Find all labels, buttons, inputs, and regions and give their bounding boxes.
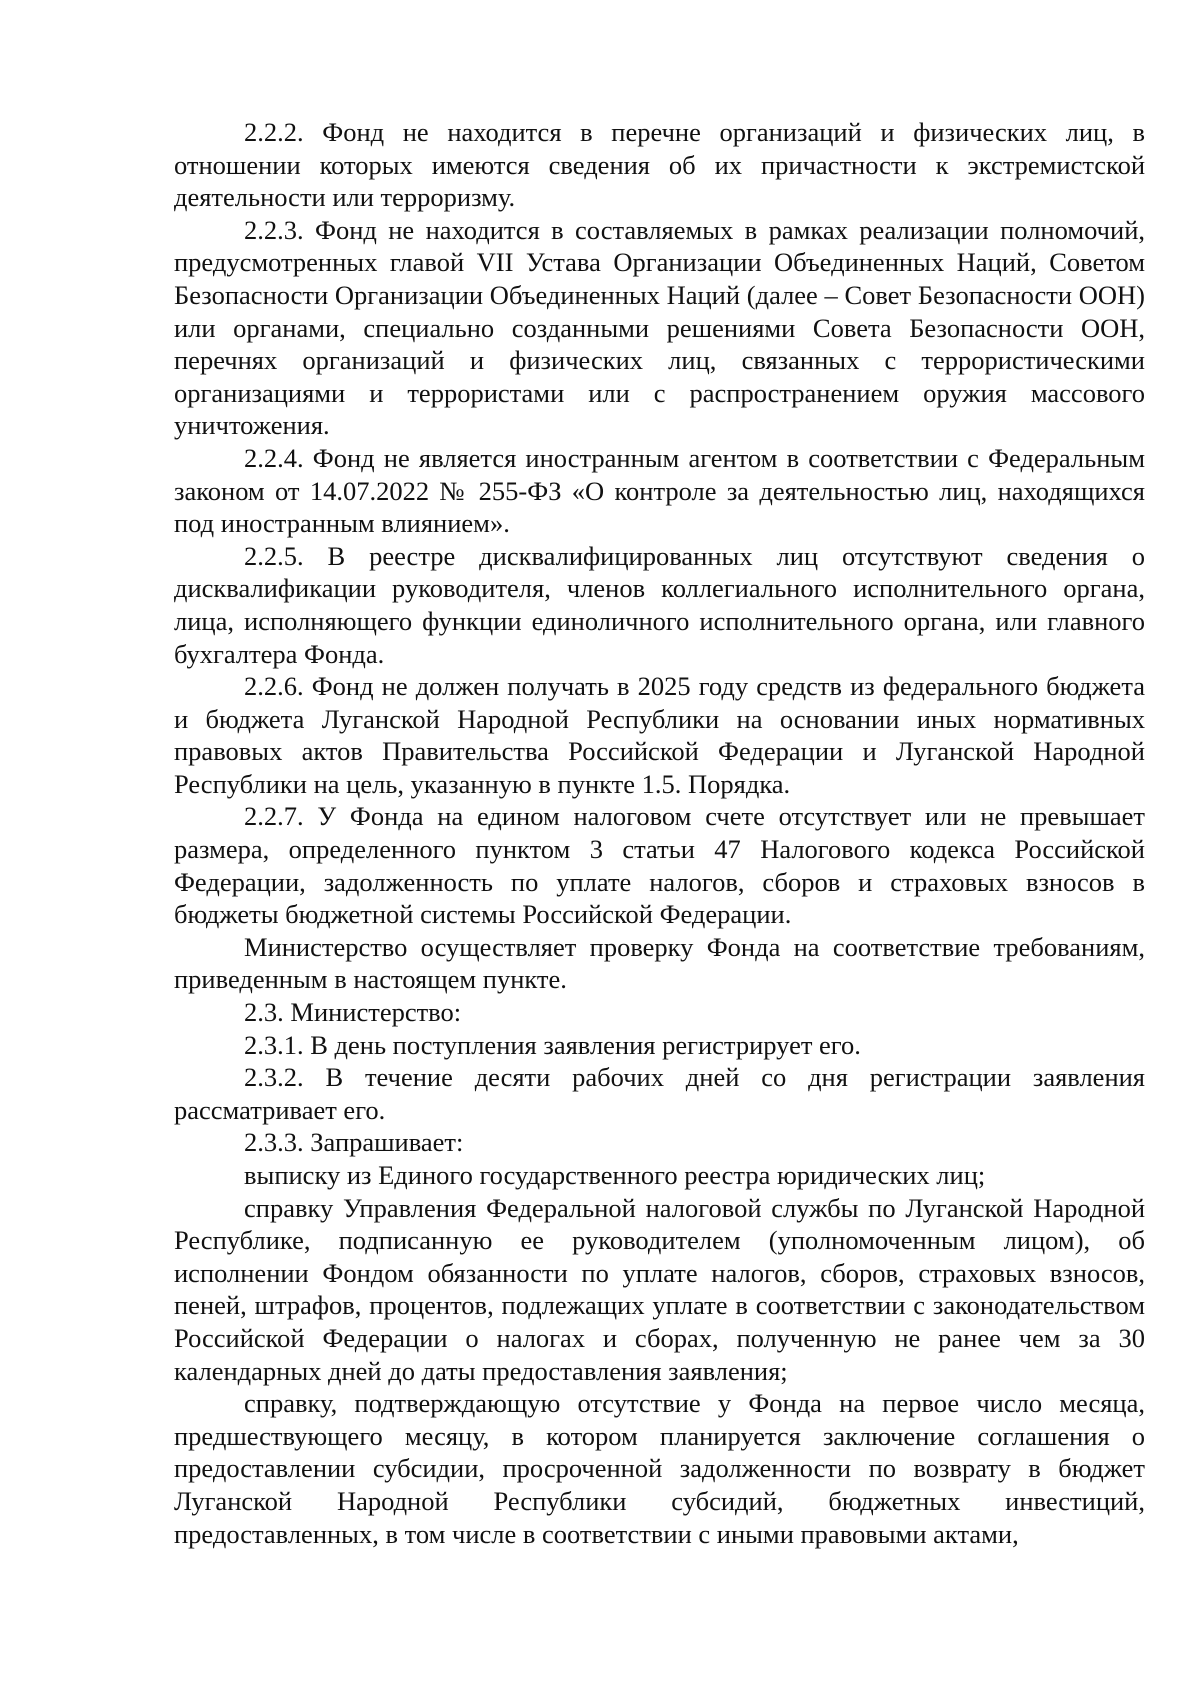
paragraph-2-2-3: 2.2.3. Фонд не находится в составляемых в рамках реализации полномочий, предусмотренных главой VII Устава Организации Объединенных Наций, Советом Безопасности Организации Объединенных Наций (далее – Совет Безопасности ООН) или органами, специально созданными решениями Совета Безопасности ООН, перечнях организаций и физических лиц, связанных с террористическими организациями и террористами или с распространением оружия массового уничтожения. bbox=[174, 214, 1145, 441]
paragraph-2-2-4: 2.2.4. Фонд не является иностранным агентом в соответствии с Федеральным законом от 14.07.2022 № 255-ФЗ «О контроле за деятельностью лиц, находящихся под иностранным влиянием». bbox=[174, 442, 1145, 539]
paragraph-2-2-7: 2.2.7. У Фонда на едином налоговом счете отсутствует или не превышает размера, определенного пунктом 3 статьи 47 Налогового кодекса Российской Федерации, задолженность по уплате налогов, сборов и страховых взносов в бюджеты бюджетной системы Российской Федерации. bbox=[174, 801, 1145, 930]
paragraph-egrul-extract: выписку из Единого государственного реестра юридических лиц; bbox=[244, 1160, 986, 1190]
paragraph-2-2-6: 2.2.6. Фонд не должен получать в 2025 году средств из федерального бюджета и бюджета Луганской Народной Республики на основании иных нормативных правовых актов Правительства Российской Федерации и Луганской Народной Республики на цель, указанную в пункте 1.5. Порядка. bbox=[174, 671, 1145, 799]
paragraph-2-3: 2.3. Министерство: bbox=[244, 997, 462, 1028]
paragraph-2-2-2: 2.2.2. Фонд не находится в перечне организаций и физических лиц, в отношении которых имеются сведения об их причастности к экстремистской деятельности или терроризму. bbox=[174, 117, 1145, 213]
paragraph-ministry-check: Министерство осуществляет проверку Фонда на соответствие требованиям, приведенным в настоящем пункте. bbox=[174, 931, 1145, 995]
paragraph-2-3-3: 2.3.3. Запрашивает: bbox=[244, 1127, 464, 1158]
paragraph-tax-certificate: справку Управления Федеральной налоговой службы по Луганской Народной Республике, подписанную ее руководителем (уполномоченным лицом), об исполнении Фондом обязанности по уплате налогов, сборов, страховых взносов, пеней, штрафов, процентов, подлежащих уплате в соответствии с законодательством Российской Федерации о налогах и сборах, полученную не ранее чем за 30 календарных дней до даты предоставления заявления; bbox=[174, 1192, 1145, 1386]
paragraph-2-3-1: 2.3.1. В день поступления заявления регистрирует его. bbox=[244, 1029, 861, 1060]
paragraph-2-2-5: 2.2.5. В реестре дисквалифицированных лиц отсутствуют сведения о дисквалификации руководителя, членов коллегиального исполнительного органа, лица, исполняющего функции единоличного исполнительного органа, или главного бухгалтера Фонда. bbox=[174, 540, 1145, 669]
paragraph-2-3-2: 2.3.2. В течение десяти рабочих дней со дня регистрации заявления рассматривает его. bbox=[174, 1062, 1145, 1125]
paragraph-debt-certificate: справку, подтверждающую отсутствие у Фонда на первое число месяца, предшествующего месяцу, в котором планируется заключение соглашения о предоставлении субсидии, просроченной задолженности по возврату в бюджет Луганской Народной Республики субсидий, бюджетных инвестиций, предоставленных, в том числе в соответствии с иными правовыми актами, bbox=[174, 1388, 1145, 1549]
document-body bbox=[174, 116, 1145, 1550]
